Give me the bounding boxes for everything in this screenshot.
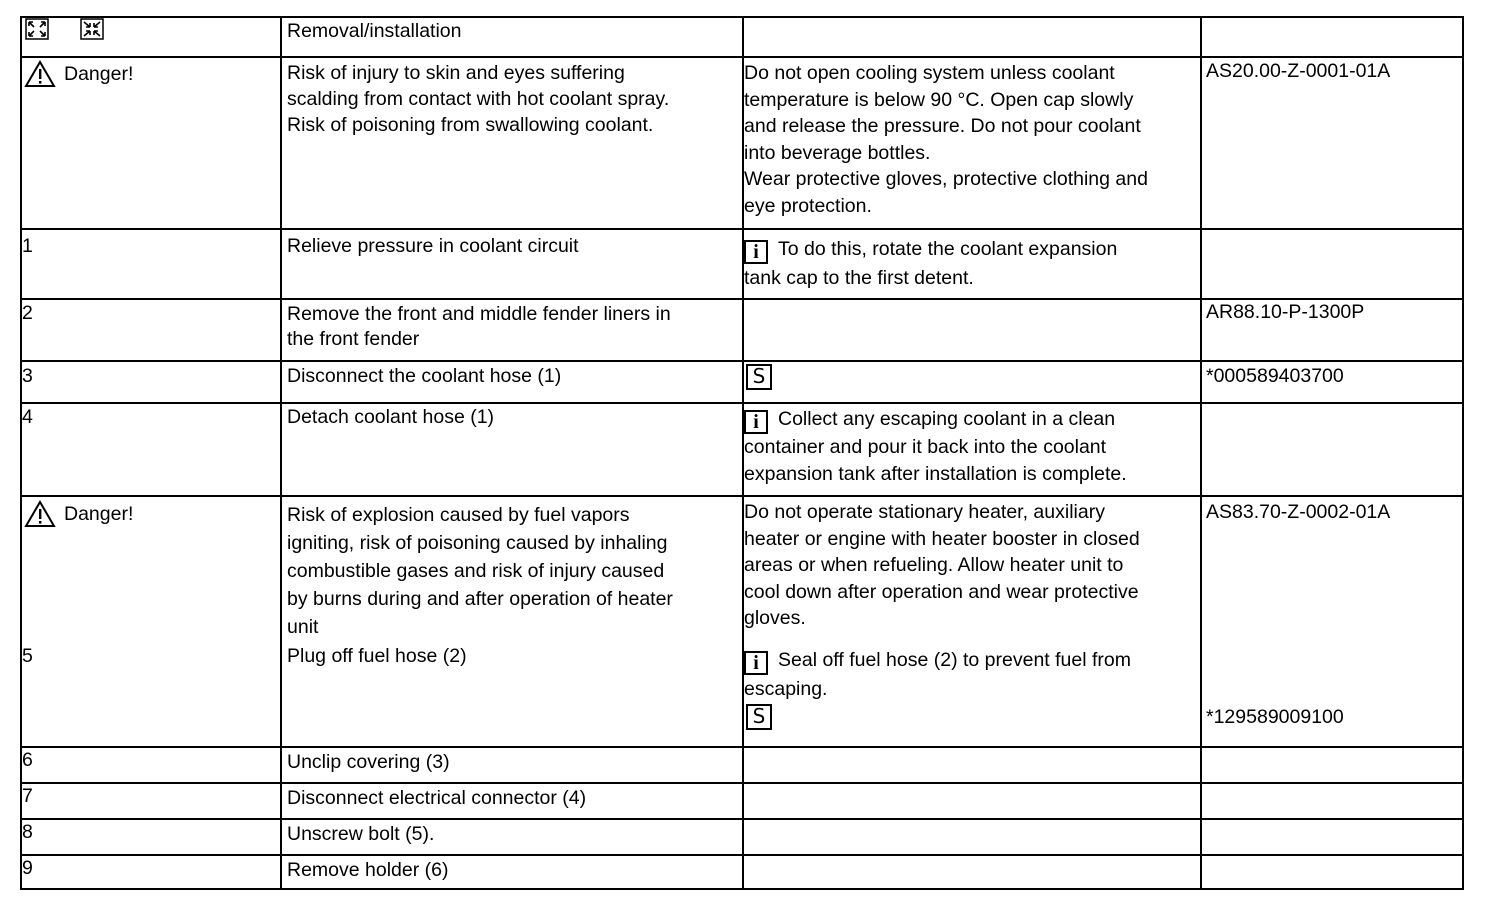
action-text (287, 302, 671, 352)
step-number: 9 (22, 857, 33, 879)
step-number: 1 (22, 235, 33, 257)
note-line: eye protection. (744, 194, 872, 217)
step-number: 3 (22, 365, 33, 387)
info-icon: i (744, 651, 768, 675)
action-line: combustible gases and risk of injury caused (287, 560, 665, 582)
action-text (287, 501, 673, 641)
danger-label (24, 60, 133, 88)
warning-triangle-icon (24, 60, 56, 88)
step-number: 8 (22, 821, 33, 843)
note-line: Wear protective gloves, protective clothing and (744, 168, 1148, 190)
action-line: Risk of explosion caused by fuel vapors (287, 504, 630, 526)
info-icon: i (744, 240, 768, 264)
danger-label (24, 500, 133, 528)
danger-text: Danger! (64, 63, 134, 85)
action-line: igniting, risk of poisoning caused by inhaling (287, 532, 668, 554)
notes-text (744, 499, 1140, 632)
special-tool-icon[interactable]: S (746, 364, 772, 390)
step-number: 5 (22, 645, 33, 667)
action-text (287, 60, 669, 138)
section-title: Removal/installation (287, 20, 462, 42)
action-line: scalding from contact with hot coolant spray. (287, 88, 670, 110)
special-tool-icon-cell (746, 364, 772, 390)
note-line: Do not operate stationary heater, auxiliary (744, 501, 1105, 523)
notes-text (744, 235, 1117, 292)
action-line: unit (287, 616, 319, 638)
warning-triangle-icon (24, 500, 56, 528)
reference-link[interactable]: AS20.00-Z-0001-01A (1206, 60, 1391, 82)
note-line: Seal off fuel hose (2) to prevent fuel from (778, 649, 1131, 671)
step-number: 7 (22, 785, 33, 807)
action-text: Remove holder (6) (287, 859, 449, 881)
collapse-icon[interactable] (80, 18, 104, 40)
note-line: tank cap to the first detent. (744, 267, 974, 289)
header-icons (25, 18, 130, 47)
action-text: Disconnect the coolant hose (1) (287, 365, 562, 387)
danger-text: Danger! (64, 503, 134, 525)
note-line: temperature is below 90 °C. Open cap slowly (744, 88, 1134, 111)
note-line: Collect any escaping coolant in a clean (778, 408, 1116, 430)
tool-part-number[interactable]: *129589009100 (1206, 706, 1344, 728)
action-text: Disconnect electrical connector (4) (287, 787, 587, 809)
note-line: escaping. (744, 678, 828, 700)
expand-icon[interactable] (25, 18, 49, 40)
reference-link[interactable]: AS83.70-Z-0002-01A (1206, 501, 1391, 523)
notes-text (744, 406, 1127, 488)
action-text: Unclip covering (3) (287, 751, 450, 773)
step-number: 2 (22, 302, 33, 324)
action-line: Risk of injury to skin and eyes suffering (287, 62, 625, 84)
note-line: into beverage bottles. (744, 141, 931, 164)
note-line: heater or engine with heater booster in closed (744, 527, 1140, 550)
action-line: Remove the front and middle fender liners in (287, 303, 671, 325)
notes-text (744, 646, 1131, 703)
special-tool-icon[interactable]: S (746, 704, 772, 730)
note-line: and release the pressure. Do not pour coolant (744, 115, 1141, 137)
tool-part-number[interactable]: *000589403700 (1206, 365, 1344, 387)
note-line: expansion tank after installation is complete. (744, 463, 1127, 485)
action-line: the front fender (287, 328, 420, 350)
reference-link[interactable]: AR88.10-P-1300P (1206, 301, 1365, 323)
action-line: by burns during and after operation of heater (287, 588, 673, 610)
action-text: Unscrew bolt (5). (287, 823, 435, 845)
action-text: Plug off fuel hose (2) (287, 645, 467, 667)
procedure-table (20, 16, 1464, 890)
note-line: Do not open cooling system unless coolant (744, 62, 1115, 84)
note-line: To do this, rotate the coolant expansion (778, 238, 1118, 260)
notes-text (744, 60, 1148, 219)
step-number: 4 (22, 406, 33, 428)
action-text: Detach coolant hose (1) (287, 406, 495, 428)
special-tool-icon-cell (746, 704, 772, 730)
note-line: container and pour it back into the coolant (744, 436, 1107, 458)
column-divider (280, 18, 282, 888)
action-line: Risk of poisoning from swallowing coolant. (287, 114, 654, 136)
info-icon: i (744, 410, 768, 434)
note-line: cool down after operation and wear protective (744, 580, 1139, 603)
step-number: 6 (22, 749, 33, 771)
action-text: Relieve pressure in coolant circuit (287, 235, 579, 257)
note-line: areas or when refueling. Allow heater unit to (744, 554, 1124, 576)
note-line: gloves. (744, 607, 806, 629)
column-divider (1200, 18, 1202, 888)
